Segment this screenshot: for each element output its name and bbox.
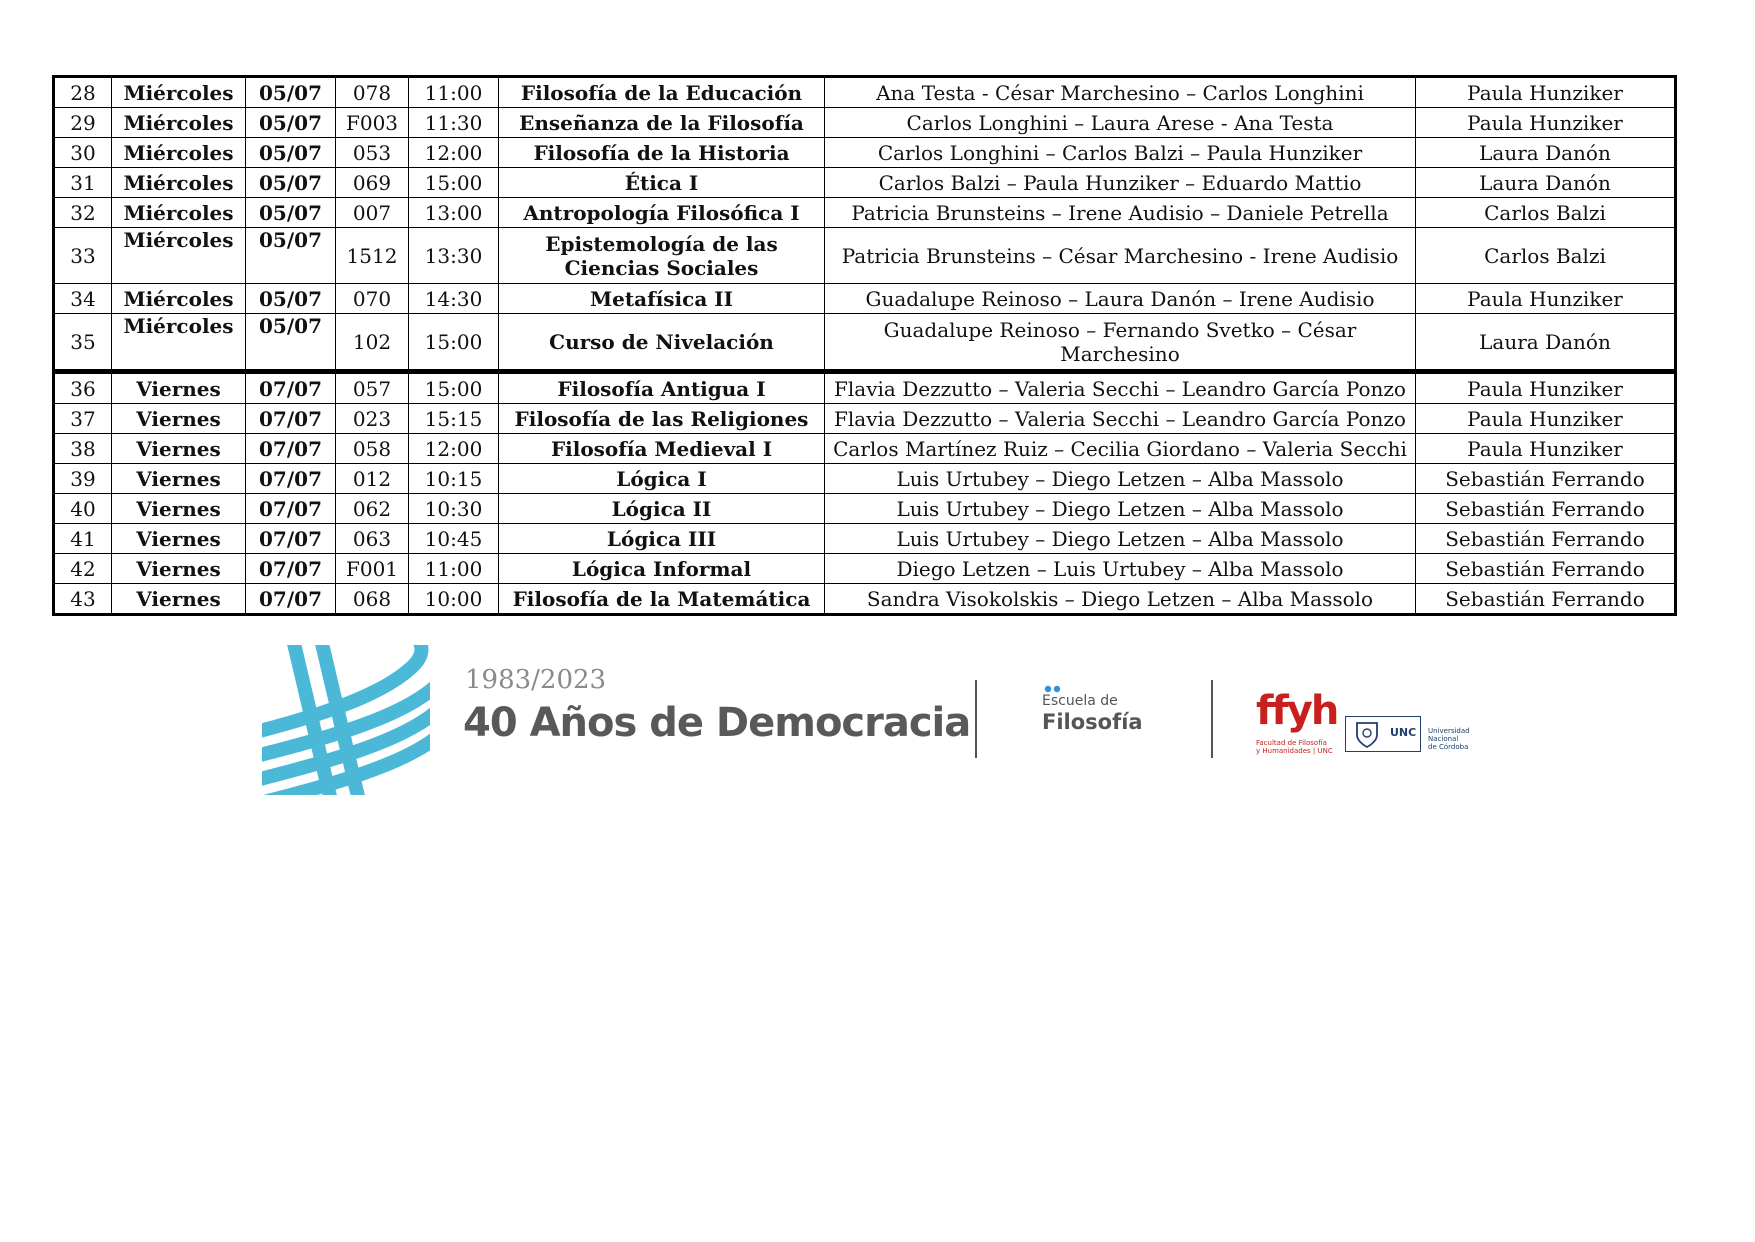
tribunal-cell: Flavia Dezzutto – Valeria Secchi – Leandro García Ponzo	[825, 372, 1416, 404]
suplente-cell: Laura Danón	[1416, 314, 1676, 372]
time-cell: 10:45	[409, 524, 499, 554]
time-cell: 10:30	[409, 494, 499, 524]
suplente-cell: Paula Hunziker	[1416, 284, 1676, 314]
code-cell: 102	[336, 314, 409, 372]
suplente-cell: Carlos Balzi	[1416, 228, 1676, 284]
escuela-dots-icon	[1044, 685, 1064, 693]
time-cell: 15:15	[409, 404, 499, 434]
suplente-cell: Paula Hunziker	[1416, 372, 1676, 404]
code-cell: F001	[336, 554, 409, 584]
time-cell: 11:00	[409, 554, 499, 584]
tribunal-cell: Carlos Balzi – Paula Hunziker – Eduardo Mattio	[825, 168, 1416, 198]
table-row	[54, 228, 1676, 284]
time-cell: 11:00	[409, 77, 499, 108]
suplente-cell: Paula Hunziker	[1416, 434, 1676, 464]
tribunal-cell: Sandra Visokolskis – Diego Letzen – Alba Massolo	[825, 584, 1416, 615]
code-cell: 069	[336, 168, 409, 198]
row-number: 34	[54, 284, 112, 314]
time-cell: 10:00	[409, 584, 499, 615]
table-row	[54, 404, 1676, 434]
suplente-cell: Sebastián Ferrando	[1416, 584, 1676, 615]
code-cell: 007	[336, 198, 409, 228]
table-row	[54, 138, 1676, 168]
row-number: 39	[54, 464, 112, 494]
time-cell: 12:00	[409, 138, 499, 168]
tribunal-cell: Guadalupe Reinoso – Laura Danón – Irene Audisio	[825, 284, 1416, 314]
table-row	[54, 494, 1676, 524]
date-cell: 05/07	[246, 198, 336, 228]
date-cell: 07/07	[246, 464, 336, 494]
code-cell: 068	[336, 584, 409, 615]
exam-schedule-table	[52, 75, 1677, 616]
day-cell: Miércoles	[112, 168, 246, 198]
ffyh-subtitle: Facultad de Filosofía y Humanidades | UNC	[1256, 739, 1333, 755]
tribunal-cell: Luis Urtubey – Diego Letzen – Alba Massolo	[825, 524, 1416, 554]
tribunal-cell: Carlos Longhini – Laura Arese - Ana Testa	[825, 108, 1416, 138]
date-cell: 07/07	[246, 494, 336, 524]
day-cell: Viernes	[112, 434, 246, 464]
code-cell: 1512	[336, 228, 409, 284]
tribunal-cell: Diego Letzen – Luis Urtubey – Alba Massolo	[825, 554, 1416, 584]
unc-shield-icon	[1352, 719, 1382, 749]
subject-cell: Enseñanza de la Filosofía	[499, 108, 825, 138]
subject-cell: Metafísica II	[499, 284, 825, 314]
subject-cell: Lógica II	[499, 494, 825, 524]
suplente-cell: Paula Hunziker	[1416, 108, 1676, 138]
tribunal-cell: Luis Urtubey – Diego Letzen – Alba Massolo	[825, 464, 1416, 494]
date-cell: 05/07	[246, 77, 336, 108]
row-number: 43	[54, 584, 112, 615]
suplente-cell: Carlos Balzi	[1416, 198, 1676, 228]
row-number: 38	[54, 434, 112, 464]
table-row	[54, 314, 1676, 372]
suplente-cell: Paula Hunziker	[1416, 404, 1676, 434]
table-row	[54, 584, 1676, 615]
subject-cell: Filosofía de la Educación	[499, 77, 825, 108]
suplente-cell: Sebastián Ferrando	[1416, 464, 1676, 494]
table-row	[54, 108, 1676, 138]
subject-cell: Filosofía de la Historia	[499, 138, 825, 168]
suplente-cell: Laura Danón	[1416, 138, 1676, 168]
subject-cell: Lógica III	[499, 524, 825, 554]
code-cell: 023	[336, 404, 409, 434]
subject-cell: Filosofía Antigua I	[499, 372, 825, 404]
tribunal-cell: Flavia Dezzutto – Valeria Secchi – Leandro García Ponzo	[825, 404, 1416, 434]
date-cell: 05/07	[246, 138, 336, 168]
time-cell: 12:00	[409, 434, 499, 464]
date-cell: 05/07	[246, 168, 336, 198]
years-label: 1983/2023	[465, 665, 607, 695]
tribunal-cell: Carlos Longhini – Carlos Balzi – Paula Hunziker	[825, 138, 1416, 168]
escuela-label-small: Escuela de	[1042, 693, 1118, 709]
code-cell: 070	[336, 284, 409, 314]
table-row	[54, 198, 1676, 228]
table-row	[54, 168, 1676, 198]
table-row	[54, 284, 1676, 314]
code-cell: F003	[336, 108, 409, 138]
divider	[1211, 680, 1213, 758]
table-row	[54, 524, 1676, 554]
date-cell: 05/07	[246, 284, 336, 314]
day-cell: Miércoles	[112, 228, 246, 284]
row-number: 31	[54, 168, 112, 198]
day-cell: Viernes	[112, 584, 246, 615]
subject-cell: Antropología Filosófica I	[499, 198, 825, 228]
row-number: 36	[54, 372, 112, 404]
subject-cell: Filosofía de la Matemática	[499, 584, 825, 615]
day-cell: Miércoles	[112, 138, 246, 168]
row-number: 40	[54, 494, 112, 524]
date-cell: 05/07	[246, 108, 336, 138]
day-cell: Viernes	[112, 464, 246, 494]
time-cell: 14:30	[409, 284, 499, 314]
tribunal-cell: Guadalupe Reinoso – Fernando Svetko – César Marchesino	[825, 314, 1416, 372]
row-number: 32	[54, 198, 112, 228]
row-number: 33	[54, 228, 112, 284]
ffyh-logo: ffyh	[1256, 688, 1338, 734]
day-cell: Miércoles	[112, 284, 246, 314]
date-cell: 07/07	[246, 372, 336, 404]
code-cell: 063	[336, 524, 409, 554]
code-cell: 058	[336, 434, 409, 464]
subject-cell: Curso de Nivelación	[499, 314, 825, 372]
day-cell: Viernes	[112, 494, 246, 524]
code-cell: 012	[336, 464, 409, 494]
code-cell: 062	[336, 494, 409, 524]
time-cell: 15:00	[409, 168, 499, 198]
table-row	[54, 77, 1676, 108]
date-cell: 07/07	[246, 524, 336, 554]
time-cell: 13:30	[409, 228, 499, 284]
subject-cell: Epistemología de las Ciencias Sociales	[499, 228, 825, 284]
suplente-cell: Sebastián Ferrando	[1416, 494, 1676, 524]
day-cell: Miércoles	[112, 314, 246, 372]
code-cell: 057	[336, 372, 409, 404]
time-cell: 15:00	[409, 314, 499, 372]
time-cell: 13:00	[409, 198, 499, 228]
tribunal-cell: Patricia Brunsteins – Irene Audisio – Daniele Petrella	[825, 198, 1416, 228]
day-cell: Viernes	[112, 554, 246, 584]
row-number: 42	[54, 554, 112, 584]
day-cell: Viernes	[112, 372, 246, 404]
date-cell: 07/07	[246, 584, 336, 615]
tribunal-cell: Carlos Martínez Ruiz – Cecilia Giordano – Valeria Secchi	[825, 434, 1416, 464]
row-number: 30	[54, 138, 112, 168]
row-number: 41	[54, 524, 112, 554]
day-cell: Miércoles	[112, 77, 246, 108]
day-cell: Viernes	[112, 404, 246, 434]
time-cell: 10:15	[409, 464, 499, 494]
divider	[975, 680, 977, 758]
code-cell: 053	[336, 138, 409, 168]
row-number: 29	[54, 108, 112, 138]
day-cell: Miércoles	[112, 198, 246, 228]
row-number: 28	[54, 77, 112, 108]
subject-cell: Filosofía Medieval I	[499, 434, 825, 464]
suplente-cell: Sebastián Ferrando	[1416, 554, 1676, 584]
code-cell: 078	[336, 77, 409, 108]
time-cell: 15:00	[409, 372, 499, 404]
table-row	[54, 434, 1676, 464]
democracia-logo-icon	[262, 645, 430, 795]
suplente-cell: Laura Danón	[1416, 168, 1676, 198]
date-cell: 07/07	[246, 434, 336, 464]
unc-name: Universidad Nacional de Córdoba	[1428, 727, 1470, 751]
table-row	[54, 464, 1676, 494]
suplente-cell: Sebastián Ferrando	[1416, 524, 1676, 554]
date-cell: 05/07	[246, 228, 336, 284]
subject-cell: Filosofía de las Religiones	[499, 404, 825, 434]
subject-cell: Lógica I	[499, 464, 825, 494]
date-cell: 05/07	[246, 314, 336, 372]
subject-cell: Ética I	[499, 168, 825, 198]
tribunal-cell: Patricia Brunsteins – César Marchesino - Irene Audisio	[825, 228, 1416, 284]
day-cell: Miércoles	[112, 108, 246, 138]
row-number: 35	[54, 314, 112, 372]
date-cell: 07/07	[246, 554, 336, 584]
escuela-label-big: Filosofía	[1042, 710, 1143, 734]
row-number: 37	[54, 404, 112, 434]
table-row	[54, 372, 1676, 404]
subject-cell: Lógica Informal	[499, 554, 825, 584]
tribunal-cell: Luis Urtubey – Diego Letzen – Alba Massolo	[825, 494, 1416, 524]
democracia-title: 40 Años de Democracia	[463, 700, 971, 746]
time-cell: 11:30	[409, 108, 499, 138]
table-row	[54, 554, 1676, 584]
tribunal-cell: Ana Testa - César Marchesino – Carlos Longhini	[825, 77, 1416, 108]
unc-label: UNC	[1390, 726, 1417, 739]
suplente-cell: Paula Hunziker	[1416, 77, 1676, 108]
day-cell: Viernes	[112, 524, 246, 554]
date-cell: 07/07	[246, 404, 336, 434]
